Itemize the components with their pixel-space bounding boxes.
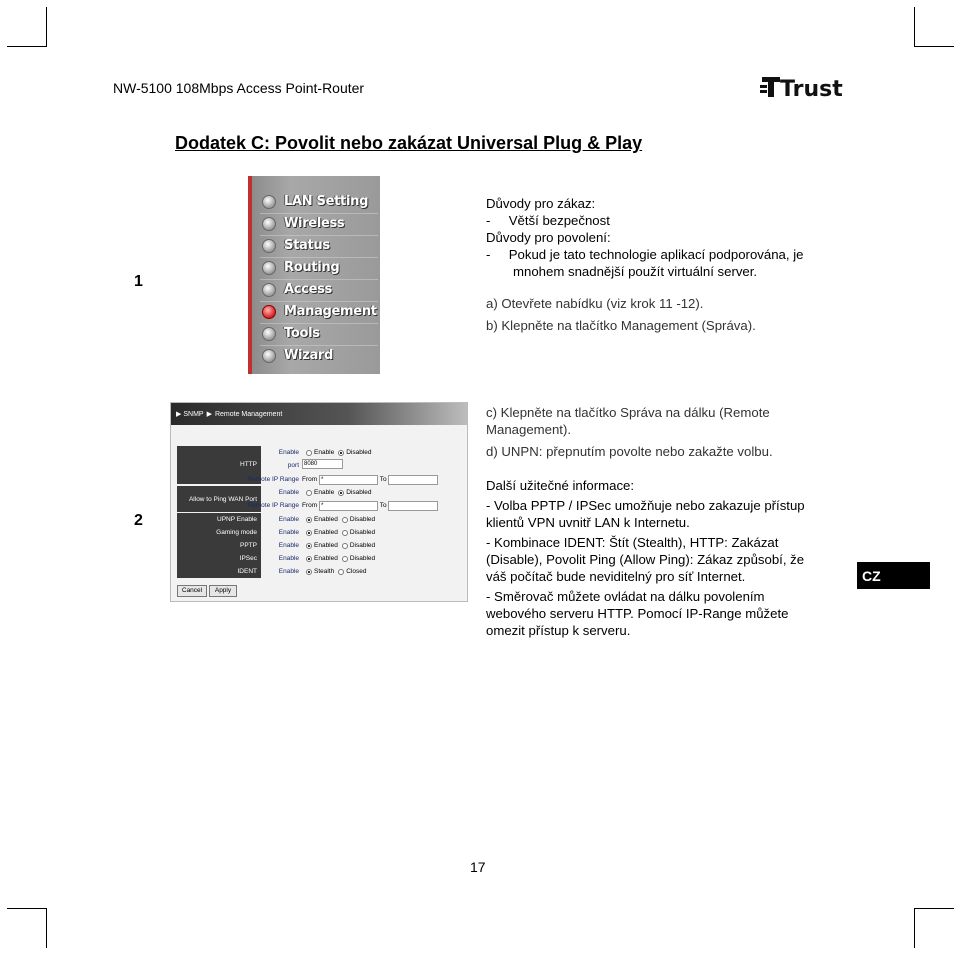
- crop-mark-tl-h: [7, 46, 47, 47]
- tab-remote-management: Remote Management: [214, 410, 283, 418]
- text-line: - Směrovač můžete ovládat na dálku povolením webového serveru HTTP. Pomocí IP-Range můžete omezit přístup k serveru.: [486, 589, 789, 638]
- bullet-icon: [262, 261, 276, 275]
- menu-item-access: Access: [262, 280, 377, 299]
- step-number-1: 1: [134, 273, 143, 290]
- text-line: - Volba PPTP / IPSec umožňuje nebo zakazuje přístup klientů VPN uvnitř LAN k Internetu.: [486, 498, 805, 530]
- text-line: Další užitečné informace:: [486, 478, 635, 493]
- logo-text: Trust: [780, 77, 843, 100]
- play-icon: ▶: [206, 411, 212, 418]
- crop-mark-tr-h: [914, 46, 954, 47]
- menu-item-wireless: Wireless: [262, 214, 377, 233]
- crop-mark-tr-v: [914, 7, 915, 47]
- tab-bar: [171, 403, 467, 425]
- text-line: - Pokud je tato technologie aplikací podporována, je mnohem snadnější použít virtuální server.: [486, 247, 804, 279]
- crop-mark-bl-v: [46, 908, 47, 948]
- text-line: - Větší bezpečnost: [486, 213, 610, 228]
- bullet-icon: [262, 327, 276, 341]
- menu-item-routing: Routing: [262, 258, 377, 277]
- apply-button: Apply: [209, 585, 237, 597]
- bullet-active-icon: [262, 305, 276, 319]
- port-input: 8080: [302, 459, 343, 469]
- text-line: - Kombinace IDENT: Štít (Stealth), HTTP: Zakázat (Disable), Povolit Ping (Allow Ping): Zákaz způsobí, že váš počítač bude neviditelný pro síť Internet.: [486, 535, 805, 584]
- bullet-icon: [262, 217, 276, 231]
- text-line: c) Klepněte na tlačítko Správa na dálku (Remote Management).: [486, 405, 770, 437]
- step-2-text: [486, 404, 826, 639]
- page-number: 17: [470, 859, 486, 875]
- play-icon: ▶: [176, 411, 182, 418]
- trust-logo: [760, 74, 844, 100]
- cancel-button: Cancel: [177, 585, 207, 597]
- step-number-2: 2: [134, 512, 143, 529]
- remote-management-screenshot: ▶ SNMP ▶ Remote Management HTTP Enable Enable Disabled port 8080 Remote IP Range From * To Allow to Ping WAN Port Enable Enable Disabled Remote IP Range From * To UPNP Enable Enable Enabled Disabled Gaming mode Enable Enabled Disabled PPTP Enable Enabled Disabled IPSec Enable Enabled Disabled IDENT Enable Stealth Closed Cancel Apply: [170, 402, 468, 602]
- bullet-icon: [262, 239, 276, 253]
- crop-mark-tl-v: [46, 7, 47, 47]
- http-label: HTTP: [240, 461, 257, 468]
- text-line: Důvody pro zákaz:: [486, 196, 596, 211]
- section-title: Dodatek C: Povolit nebo zakázat Universal Plug & Play: [175, 133, 643, 153]
- tab-snmp: SNMP: [183, 410, 204, 418]
- menu-item-management: Management: [262, 302, 377, 321]
- step-1-text: [486, 195, 826, 334]
- text-line: d) UNPN: přepnutím povolte nebo zakažte volbu.: [486, 444, 773, 459]
- language-badge: CZ: [857, 562, 930, 589]
- menu-screenshot: [248, 176, 380, 374]
- text-line: a) Otevřete nabídku (viz krok 11 -12).: [486, 296, 704, 311]
- bullet-icon: [262, 195, 276, 209]
- document-header-title: NW-5100 108Mbps Access Point-Router: [113, 80, 365, 96]
- crop-mark-bl-h: [7, 908, 47, 909]
- text-line: Důvody pro povolení:: [486, 230, 611, 245]
- crop-mark-br-h: [914, 908, 954, 909]
- bullet-icon: [262, 349, 276, 363]
- menu-item-status: Status: [262, 236, 377, 255]
- menu-item-wizard: Wizard: [262, 346, 377, 365]
- menu-item-tools: Tools: [262, 324, 377, 343]
- text-line: b) Klepněte na tlačítko Management (Správa).: [486, 318, 756, 333]
- bullet-icon: [262, 283, 276, 297]
- menu-item-lan-setting: LAN Setting: [262, 192, 377, 211]
- crop-mark-br-v: [914, 908, 915, 948]
